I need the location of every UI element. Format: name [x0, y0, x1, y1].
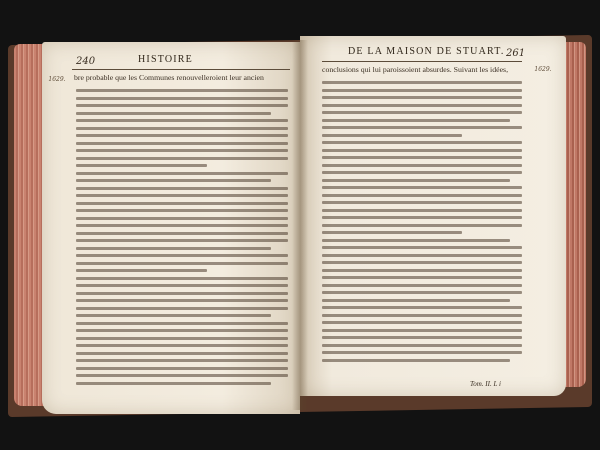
- text-line: [322, 224, 522, 227]
- text-line: [322, 231, 462, 234]
- text-line: [322, 351, 522, 354]
- text-line: [322, 171, 522, 174]
- text-line: [322, 201, 522, 204]
- text-line: [322, 239, 510, 242]
- text-line: [76, 314, 271, 317]
- text-line: [322, 164, 522, 167]
- text-line: [76, 187, 288, 190]
- text-line: [322, 329, 522, 332]
- text-line: [76, 247, 271, 250]
- text-line: [322, 119, 510, 122]
- text-line: [76, 322, 288, 325]
- text-line: [76, 224, 288, 227]
- text-line: [76, 337, 288, 340]
- text-line: [322, 276, 522, 279]
- text-line: [322, 104, 522, 107]
- right-margin-date: 1629.: [534, 66, 552, 73]
- text-line: [76, 194, 288, 197]
- text-line: [322, 299, 510, 302]
- text-line: [76, 329, 288, 332]
- right-catchword: Tom. II. L i: [470, 380, 501, 388]
- right-head-rule: [322, 61, 522, 62]
- text-line: [76, 232, 288, 235]
- text-line: [76, 104, 288, 107]
- text-line: [322, 179, 510, 182]
- right-running-head: DE LA MAISON DE STUART.: [348, 46, 505, 57]
- text-line: [76, 202, 288, 205]
- text-line: [76, 157, 288, 160]
- right-page: [300, 36, 566, 396]
- text-line: [322, 194, 522, 197]
- text-line: [76, 299, 288, 302]
- text-line: [76, 179, 271, 182]
- text-line: [322, 89, 522, 92]
- text-line: [76, 127, 288, 130]
- text-line: [76, 359, 288, 362]
- text-line: [76, 164, 207, 167]
- text-line: [76, 269, 207, 272]
- text-line: [322, 156, 522, 159]
- text-line: [322, 306, 522, 309]
- text-line: [322, 291, 522, 294]
- text-line: [76, 119, 288, 122]
- right-text-block: [322, 81, 522, 362]
- text-line: [322, 81, 522, 84]
- text-line: [322, 269, 522, 272]
- text-line: [76, 239, 288, 242]
- text-line: [322, 314, 522, 317]
- left-text-block: [76, 89, 288, 385]
- text-line: [322, 246, 522, 249]
- text-line: [322, 321, 522, 324]
- text-line: [76, 352, 288, 355]
- text-line: [76, 382, 271, 385]
- text-line: [76, 262, 288, 265]
- text-line: [322, 96, 522, 99]
- text-line: [322, 284, 522, 287]
- right-page-number: 261: [506, 48, 526, 59]
- right-opening-line: conclusions qui lui paroissoient absurdes. Suivant les idées,: [322, 65, 509, 74]
- text-line: [322, 126, 522, 129]
- left-margin-date: 1629.: [48, 76, 66, 83]
- text-line: [322, 344, 522, 347]
- left-opening-line: bre probable que les Communes renouvelleroient leur ancien: [74, 73, 264, 82]
- text-line: [322, 149, 522, 152]
- text-line: [76, 89, 288, 92]
- text-line: [322, 141, 522, 144]
- text-line: [322, 134, 462, 137]
- left-head-rule: [72, 69, 290, 70]
- text-line: [322, 254, 522, 257]
- left-page: [42, 42, 300, 414]
- text-line: [76, 112, 271, 115]
- text-line: [322, 216, 522, 219]
- text-line: [76, 367, 288, 370]
- text-line: [76, 97, 288, 100]
- text-line: [322, 336, 522, 339]
- left-page-number: 240: [76, 56, 96, 67]
- text-line: [76, 374, 288, 377]
- text-line: [322, 359, 510, 362]
- text-line: [76, 209, 288, 212]
- text-line: [76, 284, 288, 287]
- book-gutter: [292, 40, 308, 410]
- text-line: [76, 142, 288, 145]
- text-line: [322, 186, 522, 189]
- text-line: [76, 217, 288, 220]
- text-line: [322, 111, 522, 114]
- left-running-head: HISTOIRE: [138, 54, 193, 65]
- text-line: [76, 172, 288, 175]
- text-line: [322, 209, 522, 212]
- text-line: [76, 344, 288, 347]
- text-line: [76, 254, 288, 257]
- text-line: [76, 277, 288, 280]
- text-line: [76, 134, 288, 137]
- text-line: [76, 307, 288, 310]
- text-line: [76, 149, 288, 152]
- text-line: [322, 261, 522, 264]
- text-line: [76, 292, 288, 295]
